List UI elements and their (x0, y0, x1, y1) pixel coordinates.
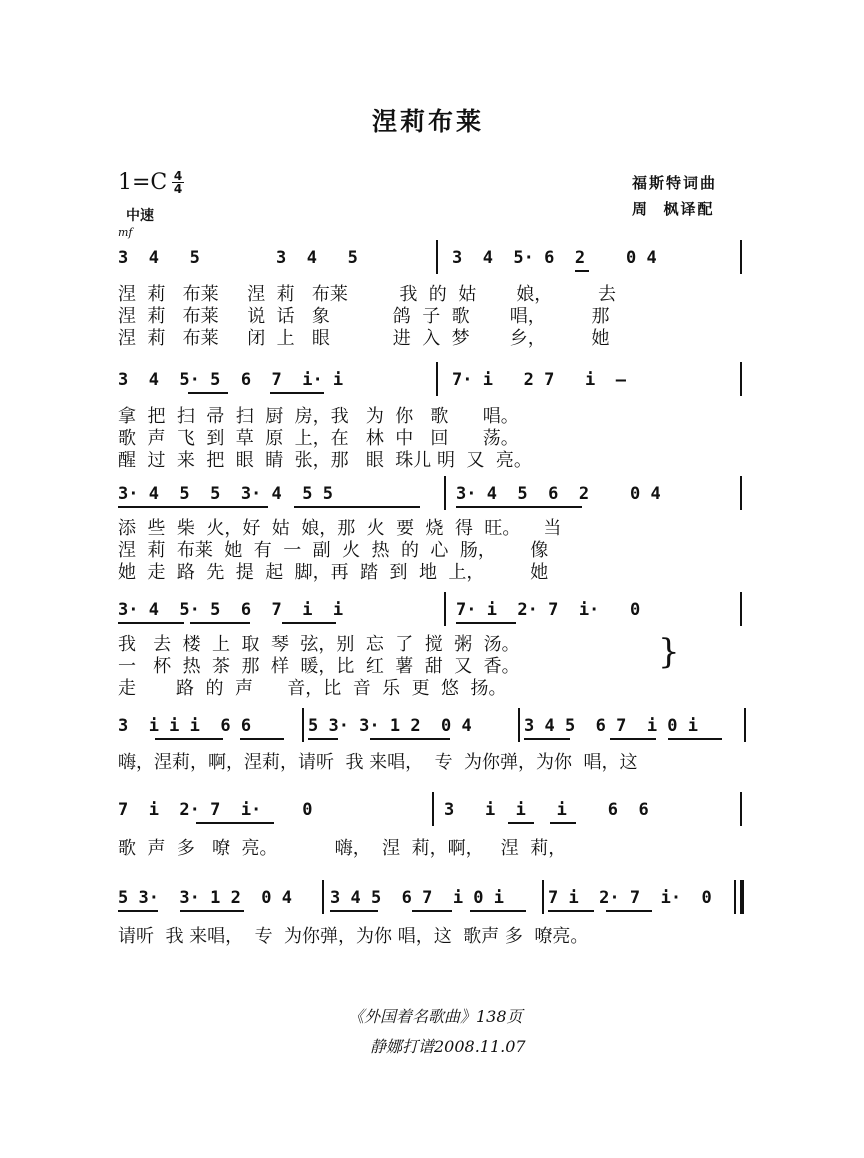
system-7-lyric: 请听 我 来唱， 专 为你弹，为你 唱，这 歌声 多 嘹亮。 (118, 926, 589, 947)
page-title: 涅莉布莱 (372, 107, 485, 136)
system-3-lyric-verse-2: 涅 莉 布莱 她 有 一 副 火 热 的 心 肠， 像 (118, 540, 549, 561)
source-note: 《外国着名歌曲》138页 (348, 1007, 523, 1026)
system-4-lyric-verse-1: 我 去 楼 上 取 琴 弦，别 忘 了 搅 粥 汤。 (118, 634, 520, 655)
system-3-lyric-verse-3: 她 走 路 先 提 起 脚，再 踏 到 地 上， 她 (118, 562, 549, 583)
barline (734, 880, 736, 914)
barline (436, 240, 438, 274)
underline (190, 622, 250, 624)
underline (668, 738, 722, 740)
underline (155, 738, 223, 740)
key-signature: 1=C (118, 170, 168, 195)
system-6-measure-2: 3 i i i 6 6 (444, 800, 649, 820)
system-3-measure-1: 3· 4 5 5 3· 4 5 5 (118, 484, 333, 504)
barline (740, 240, 742, 274)
system-7-measure-3: 7 i 2· 7 i· 0 (548, 888, 712, 908)
system-5-measure-2: 5 3· 3· 1 2 0 4 (308, 716, 472, 736)
system-5-measure-1: 3 i i i 6 6 (118, 716, 252, 736)
underline (610, 738, 656, 740)
system-3-measure-2: 3· 4 5 6 2 0 4 (456, 484, 661, 504)
underline (118, 506, 268, 508)
system-2-lyric-verse-2: 歌 声 飞 到 草 原 上，在 林 中 回 荡。 (118, 428, 519, 449)
underline (370, 738, 450, 740)
underline (508, 822, 534, 824)
barline (518, 708, 520, 742)
underline (270, 392, 324, 394)
underline (282, 622, 336, 624)
system-4-lyric-verse-3: 走 路 的 声 音，比 音 乐 更 悠 扬。 (118, 678, 507, 699)
barline (542, 880, 544, 914)
lyricist-credit: 福斯特词曲 (632, 174, 718, 192)
system-3-lyric-verse-1: 添 些 柴 火，好 姑 娘，那 火 要 烧 得 旺。 当 (118, 518, 562, 539)
underline (196, 822, 274, 824)
underline (188, 392, 228, 394)
tempo-marking: 中速 (126, 208, 154, 224)
system-5-lyric: 嗨，涅莉，啊，涅莉，请听 我 来唱， 专 为你弹，为你 唱，这 (118, 752, 638, 773)
system-5-measure-3: 3 4 5 6 7 i 0 i (524, 716, 698, 736)
underline (118, 910, 158, 912)
barline (302, 708, 304, 742)
system-2-measure-2: 7· i 2 7 i – (452, 370, 626, 390)
system-1-measure-1: 3 4 5 (118, 248, 200, 268)
system-2-lyric-verse-1: 拿 把 扫 帚 扫 厨 房，我 为 你 歌 唱。 (118, 406, 519, 427)
system-2-measure-1: 3 4 5· 5 6 7 i· i (118, 370, 344, 390)
underline (456, 622, 516, 624)
system-1-lyric-verse-3: 涅 莉 布莱 闭 上 眼 进 入 梦 乡， 她 (118, 328, 610, 349)
system-1-lyric-verse-2: 涅 莉 布莱 说 话 象 鸽 子 歌 唱， 那 (118, 306, 610, 327)
underline (606, 910, 652, 912)
barline (740, 476, 742, 510)
system-6-measure-1: 7 i 2· 7 i· 0 (118, 800, 313, 820)
barline (744, 708, 746, 742)
underline (330, 910, 378, 912)
barline (322, 880, 324, 914)
barline (740, 792, 742, 826)
system-1-measure-2: 3 4 5 (276, 248, 358, 268)
underline (550, 822, 576, 824)
barline (444, 592, 446, 626)
barline (432, 792, 434, 826)
system-1-measure-3: 3 4 5· 6 2 0 4 (452, 248, 657, 268)
underline (575, 270, 589, 272)
dynamic-marking: mf (118, 226, 133, 239)
underline (240, 738, 284, 740)
system-2-lyric-verse-3: 醒 过 来 把 眼 睛 张，那 眼 珠儿 明 又 亮。 (118, 450, 532, 471)
underline (524, 738, 570, 740)
underline (180, 910, 244, 912)
underline (308, 738, 338, 740)
final-barline (740, 880, 744, 914)
system-4-measure-1: 3· 4 5· 5 6 7 i i (118, 600, 344, 620)
underline (456, 506, 582, 508)
system-4-measure-2: 7· i 2· 7 i· 0 (456, 600, 641, 620)
time-signature (172, 170, 184, 195)
underline (118, 622, 184, 624)
system-1-lyric-verse-1: 涅 莉 布莱 涅 莉 布莱 我 的 姑 娘， 去 (118, 284, 617, 305)
barline (436, 362, 438, 396)
verse-brace: } (658, 632, 680, 672)
time-signature-top: 4 (173, 169, 183, 183)
system-7-measure-1: 5 3· 3· 1 2 0 4 (118, 888, 292, 908)
barline (444, 476, 446, 510)
underline (470, 910, 526, 912)
barline (740, 592, 742, 626)
system-6-lyric: 歌 声 多 嘹 亮。 嗨， 涅 莉，啊， 涅 莉， (118, 838, 567, 859)
underline (548, 910, 594, 912)
time-signature-bottom: 4 (173, 182, 183, 196)
translator-credit: 周 枫译配 (632, 200, 715, 218)
system-4-lyric-verse-2: 一 杯 热 茶 那 样 暖，比 红 薯 甜 又 香。 (118, 656, 520, 677)
underline (412, 910, 452, 912)
underline (294, 506, 420, 508)
system-7-measure-2: 3 4 5 6 7 i 0 i (330, 888, 504, 908)
typist-note: 静娜打谱2008.11.07 (370, 1037, 526, 1056)
barline (740, 362, 742, 396)
